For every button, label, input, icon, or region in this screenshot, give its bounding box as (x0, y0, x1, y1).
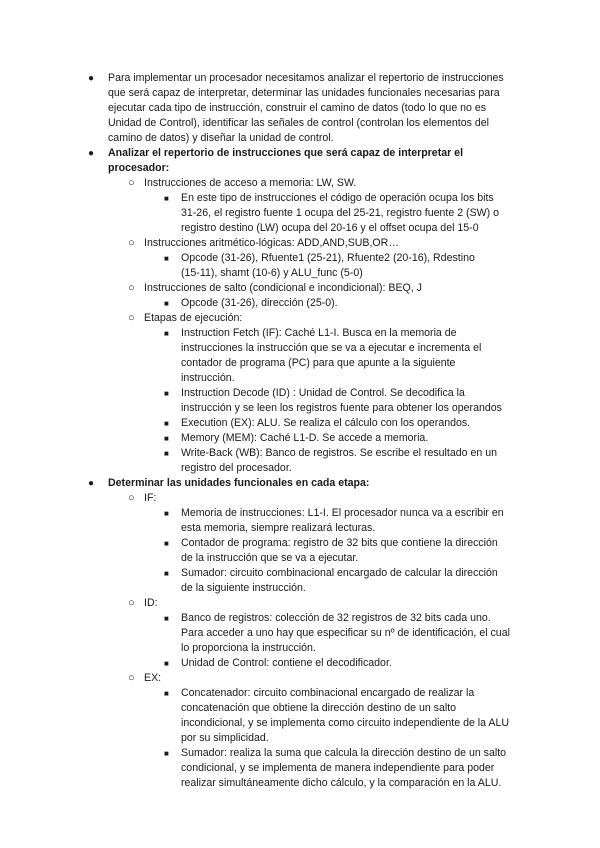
list-item-text-line: Concatenador: circuito combinacional encargado de realizar la (181, 687, 475, 699)
list-item-text-line: concatenación que obtiene la dirección destino de un salto (181, 702, 457, 714)
circle-bullet-icon: ○ (128, 312, 135, 324)
list-item-text-line: registro destino (LW) ocupa del 20-16 y el offset ocupa del 15-0 (181, 222, 479, 234)
list-item-text-line: Contador de programa: registro de 32 bits que contiene la dirección (181, 537, 498, 549)
list-item-text-line: esta memoria, siempre realizará lecturas. (181, 522, 376, 534)
list-item-text-line: ejecutar cada tipo de instrucción, construir el camino de datos (todo lo que no es (108, 102, 487, 114)
disc-bullet-icon: ● (88, 148, 95, 159)
square-bullet-icon: ■ (164, 419, 169, 428)
list-item-text-line: condicional, y se implementa de manera independiente para poder (181, 762, 495, 774)
list-item-text-line: EX: (144, 672, 162, 684)
list-item-text-line: por su simplicidad. (181, 732, 269, 744)
list-item-text-line: Instrucciones de acceso a memoria: LW, SW. (144, 177, 357, 189)
list-item-text-line: Memory (MEM): Caché L1-D. Se accede a memoria. (181, 432, 429, 444)
square-bullet-icon: ■ (164, 614, 169, 623)
circle-bullet-icon: ○ (128, 492, 135, 504)
square-bullet-icon: ■ (164, 389, 169, 398)
square-bullet-icon: ■ (164, 509, 169, 518)
square-bullet-icon: ■ (164, 539, 169, 548)
square-bullet-icon: ■ (164, 329, 169, 338)
list-item-text-line: Instrucciones de salto (condicional e incondicional): BEQ, J (144, 282, 422, 294)
square-bullet-icon: ■ (164, 299, 169, 308)
list-item-text-line: Determinar las unidades funcionales en cada etapa: (108, 477, 370, 489)
circle-bullet-icon: ○ (128, 672, 135, 684)
list-item-text-line: Banco de registros: colección de 32 registros de 32 bits cada uno. (181, 612, 491, 624)
square-bullet-icon: ■ (164, 254, 169, 263)
square-bullet-icon: ■ (164, 194, 169, 203)
square-bullet-icon: ■ (164, 569, 169, 578)
list-item-text-line: instrucciones la instrucción que se va a ejecutar e incrementa el (181, 342, 482, 354)
list-item-text-line: de la instrucción que se va a ejecutar. (181, 552, 359, 564)
disc-bullet-icon: ● (88, 478, 95, 489)
circle-bullet-icon: ○ (128, 177, 135, 189)
list-item-text-line: de la siguiente instrucción. (181, 582, 306, 594)
list-item-text-line: En este tipo de instrucciones el código de operación ocupa los bits (181, 192, 494, 204)
list-item-text-line: Unidad de Control), identificar las señales de control (controlan los elementos del (108, 117, 489, 129)
list-item-text-line: Instruction Decode (ID) : Unidad de Control. Se decodifica la (181, 387, 465, 399)
square-bullet-icon: ■ (164, 434, 169, 443)
list-item-text-line: Para acceder a uno hay que especificar su nº de identificación, el cual (181, 627, 510, 639)
list-item-text-line: Etapas de ejecución: (144, 312, 243, 324)
list-item-text-line: que será capaz de interpretar, determinar las unidades funcionales necesarias para (108, 87, 500, 99)
circle-bullet-icon: ○ (128, 282, 135, 294)
circle-bullet-icon: ○ (128, 237, 135, 249)
list-item-text-line: procesador: (108, 162, 170, 174)
list-item-text-line: ID: (144, 597, 158, 609)
list-item-text-line: registro del procesador. (181, 462, 292, 474)
circle-bullet-icon: ○ (128, 597, 135, 609)
list-item-text-line: camino de datos) y diseñar la unidad de control. (108, 132, 334, 144)
list-item-text-line: contador de programa (PC) para que apunte a la siguiente (181, 357, 456, 369)
list-item-text-line: Opcode (31-26), dirección (25-0). (181, 297, 338, 309)
list-item-text-line: Instruction Fetch (IF): Caché L1-I. Busca en la memoria de (181, 327, 457, 339)
list-item-text-line: Sumador: realiza la suma que calcula la dirección destino de un salto (181, 747, 507, 759)
list-item-text-line: (15-11), shamt (10-6) y ALU_func (5-0) (181, 267, 363, 279)
square-bullet-icon: ■ (164, 749, 169, 758)
disc-bullet-icon: ● (88, 73, 95, 84)
list-item-text-line: Instrucciones aritmético-lógicas: ADD,AND,SUB,OR… (144, 237, 399, 249)
list-item-text-line: Opcode (31-26), Rfuente1 (25-21), Rfuente2 (20-16), Rdestino (181, 252, 475, 264)
list-item-text-line: instrucción. (181, 372, 235, 384)
list-item-text-line: realizar simultáneamente dicho cálculo, y la comparación en la ALU. (181, 777, 502, 789)
square-bullet-icon: ■ (164, 689, 169, 698)
list-item-text-line: Unidad de Control: contiene el decodificador. (181, 657, 392, 669)
list-item-text-line: Sumador: circuito combinacional encargado de calcular la dirección (181, 567, 498, 579)
square-bullet-icon: ■ (164, 659, 169, 668)
list-item-text-line: instrucción y se leen los registros fuente para obtener los operandos (181, 402, 502, 414)
list-item-text-line: Analizar el repertorio de instrucciones que será capaz de interpretar el (108, 147, 464, 159)
list-item-text-line: IF: (144, 492, 157, 504)
list-item-text-line: incondicional, y se implementa como circuito independiente de la ALU (181, 717, 510, 729)
square-bullet-icon: ■ (164, 449, 169, 458)
list-item-text-line: Write-Back (WB): Banco de registros. Se escribe el resultado en un (181, 447, 497, 459)
list-item-text-line: Execution (EX): ALU. Se realiza el cálculo con los operandos. (181, 417, 471, 429)
list-item-text-line: lo proporciona la instrucción. (181, 642, 316, 654)
list-item-text-line: 31-26, el registro fuente 1 ocupa del 25-21, registro fuente 2 (SW) o (181, 207, 499, 219)
list-item-text-line: Memoria de instrucciones: L1-I. El procesador nunca va a escribir en (181, 507, 504, 519)
list-item-text-line: Para implementar un procesador necesitamos analizar el repertorio de instrucciones (108, 72, 504, 84)
